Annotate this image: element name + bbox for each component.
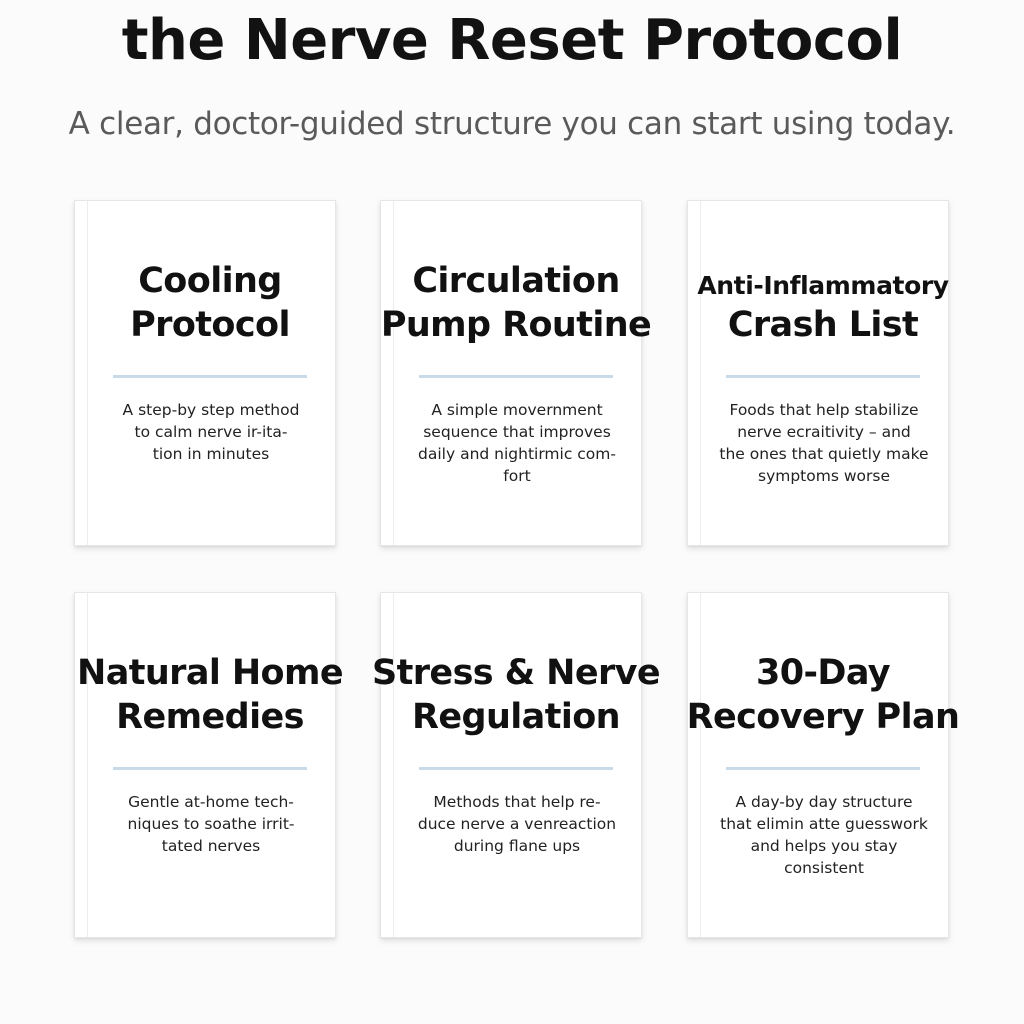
page-subtitle: A clear, doctor-guided structure you can start using today. xyxy=(68,106,956,142)
booklet-title xyxy=(380,201,652,361)
booklet-description: A simple movernment sequence that improves daily and nightirmic com- fort xyxy=(418,401,616,485)
booklet-spine xyxy=(87,593,88,937)
booklet-divider xyxy=(419,767,613,770)
booklet-title-line: 30-Day xyxy=(755,653,891,693)
booklet-divider xyxy=(113,375,307,378)
booklet-title-line: Crash List xyxy=(727,305,919,345)
booklet-title xyxy=(89,201,331,361)
booklet-stress-nerve-regulation xyxy=(372,592,660,938)
booklet-cooling-protocol xyxy=(74,200,336,546)
booklet-spine xyxy=(700,593,701,937)
booklet-title-line: Regulation xyxy=(412,697,620,737)
booklet-title-line: Stress & Nerve xyxy=(372,653,660,693)
booklet-title xyxy=(77,593,343,753)
booklet-anti-inflammatory-crash-list xyxy=(687,200,949,546)
booklet-spine xyxy=(87,201,88,545)
booklet-spine xyxy=(700,201,701,545)
booklet-description: Foods that help stabilize nerve ecraitivity – and the ones that quietly make symptoms worse xyxy=(719,401,929,485)
booklet-circulation-pump-routine xyxy=(380,200,652,546)
booklet-title-line: Anti-Inflammatory xyxy=(697,271,949,300)
booklet-description: A day-by day structure that elimin atte guesswork and helps you stay consistent xyxy=(720,793,928,877)
booklet-divider xyxy=(419,375,613,378)
booklet-title-line: Recovery Plan xyxy=(686,697,960,737)
booklet-title-line: Circulation xyxy=(412,261,620,301)
booklet-divider xyxy=(726,375,920,378)
booklet-title-line: Protocol xyxy=(130,305,290,345)
booklet-30-day-recovery-plan xyxy=(686,592,960,938)
booklet-title-line: Natural Home xyxy=(77,653,343,693)
page-title: the Nerve Reset Protocol xyxy=(121,8,903,73)
booklet-title xyxy=(372,593,660,753)
booklet-title xyxy=(686,593,960,753)
booklet-description: Methods that help re- duce nerve a venreaction during flane ups xyxy=(417,793,617,855)
booklet-title-line: Pump Routine xyxy=(380,305,652,345)
booklet-divider xyxy=(113,767,307,770)
booklet-description: A step-by step method to calm nerve ir-ita- tion in minutes xyxy=(122,401,300,463)
booklet-title xyxy=(697,201,949,361)
booklet-title-line: Cooling xyxy=(138,261,282,301)
booklet-spine xyxy=(393,593,394,937)
booklet-title-line: Remedies xyxy=(116,697,304,737)
booklet-divider xyxy=(726,767,920,770)
booklet-description: Gentle at-home tech- niques to soathe irrit- tated nerves xyxy=(127,793,295,855)
booklet-natural-home-remedies xyxy=(74,592,343,938)
booklet-spine xyxy=(393,201,394,545)
